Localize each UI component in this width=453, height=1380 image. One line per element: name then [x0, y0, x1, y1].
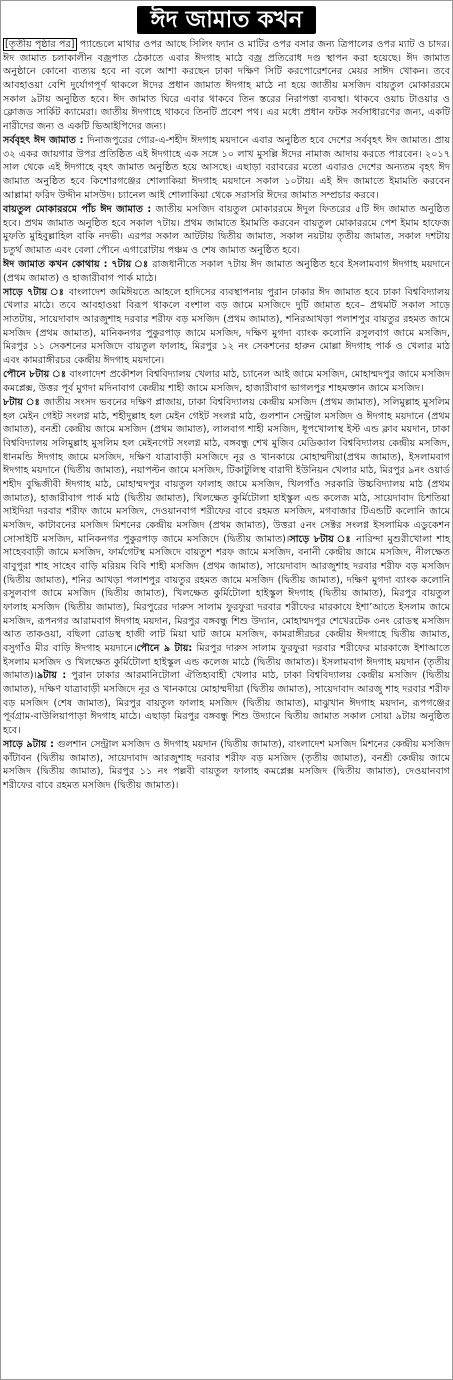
headline-wrap: [3, 6, 450, 34]
section-text: জাতীয় সংসদ ভবনের দক্ষিণ প্লাজায়, ঢাকা বিশ্ববিদ্যালয় কেন্দ্রীয় মসজিদ (প্রথম জামাত), সলিমুল্লাহ মুসলিম হল মেইন গেইট সংলগ্ন মাঠ, শহীদুল্লাহ হল মেইন গেইট সংলগ্ন মাঠ, গুলশান সেন্ট্রাল মসজিদ ও ঈদগাহ ময়দানে (প্রথম জামাত), বনশ্রী কেন্দ্রীয় জামে মসজিদ (প্রথম জামাত), লালবাগ শাহী মসজিদ, ধূপখোলাস্থ ইস্ট এন্ড ক্লাব ময়দান, ঢাকা বিশ্ববিদ্যালয় সলিমুল্লাহ মুসলিম হল মেইনগেট সংলগ্ন মাঠ, বঙ্গবন্ধু শেখ মুজিব মেডিক্যাল বিশ্ববিদ্যালয় কেন্দ্রীয় মসজিদ, ধানমন্ডি ঈদগাহ জামে মসজিদ, দক্ষিণ যাত্রাবাড়ী মসজিদে নূর ও খানকায়ে মোহাম্মদীয়া(প্রথম জামাত), ইসলামবাগ ঈদগাহ ময়দানে (দ্বিতীয় জামাত), নয়াপল্টন জামে মসজিদ, টিকাটুলিস্থ বারাদী ইউনিয়ন খেলার মাঠ, মিরপুর ৯নং ওয়ার্ড শহীদ বুদ্ধিজীবী ঈদগাহ মাঠ, মোহাম্মদপুর বায়তুল ফালাহ জামে মসজিদ, খিলগাঁও সরকারি উচ্চবিদ্যালয় মাঠ (প্রথম জামাত), হাজারীবাগ পার্ক মাঠ (দ্বিতীয় জামাত), খিলক্ষেত কুর্মিটোলা হাইস্কুল এন্ড কলেজ মাঠ, সায়েদাবাদ চিশতিয়া সাইদিয়া দরবার শরীফ জামে মসজিদ, দেওয়ানবাগ শরীফের বাবে রহমত মসজিদ, মগবাজার টিএন্ডটি কলোনি জামে মসজিদ, কাটাবনের মসজিদ মিশনের কেন্দ্রীয় মসজিদ (প্রথম জামাত), উত্তরা ৫নং সেক্টর সংলগ্ন ইসলামিক এডুকেশন সোসাইটি মসজিদ, মানিকনগর পুকুরপাড় জামে মসজিদে (দ্বিতীয় জামাত)।: [3, 397, 450, 545]
section-lead: ৯টায় :: [36, 670, 67, 682]
section-7am: [3, 258, 450, 285]
section-lead: পৌনে ৯ টায়:: [136, 642, 193, 654]
section-text: নারিন্দা মুশুরীখোলা শাহ সাহেববাড়ী জামে মসজিদ, ফার্মগেটস্থ মসজিদে বায়তুশ শরফ জামে মসজিদ, বনানী কেন্দ্রীয় জামে মসজিদ, নীলক্ষেত বাবুপুরা শাহ সাহেব বাড়ি মরিয়ম বিবি শাহী মসজিদ (প্রথম জামাত), সায়েদাবাদ আরজুশাহ দরবার শরীফ বড় মসজিদ (দ্বিতীয় জামাত), শনির আখড়া পলাশপুর বায়তুর রহমত জামে মসজিদ (দ্বিতীয় জামাত), দক্ষিণ মুগদা ব্যাংক কলোনি রসুলবাগ জামে মসজিদ (দ্বিতীয় জামাত), খিলক্ষেত কুর্মিটোলা হাইস্কুল ঈদগাহ (দ্বিতীয় জামাত), মিরপুর বায়তুল ফালাহ মসজিদ (দ্বিতীয় জামাত), মিরপুরের দারুস সালাম ফুরফুরা দরবার শরীফের মারকাযে ইশা’আতে ইসলাম জামে মসজিদ, রূপনগর আরামবাগ ঈদগাহ ময়দান, মিরপুর বঙ্গবন্ধু শিশু উদ্যান, মোহাম্মদপুর শেখেরটেক ৩নং রোডস্থ মসজিদ আত তাকওয়া, বছিলা রোডস্থ হাজী লাট মিয়া ঘাট জামে মসজিদ, কামরাঙ্গীরচর কেন্দ্রীয় ঈদগাহে দ্বিতীয় জামাত, বসুগাঁও মীর বাড়ি ঈদগাহ ময়দানে।: [3, 533, 451, 654]
section-largest-jamaat: [3, 134, 450, 202]
section-baitul-mukarram: [3, 203, 450, 258]
intro-text: প্যান্ডেলে মাথার ওপর আছে সিলিং ফ্যান ও মাটির ওপর বসার জন্য ত্রিপালের ওপর ম্যাট ও চাদর। ঈদ জামাত চলাকালীন বজ্রপাত ঠেকাতে এবার ঈদগাহ মাঠে বজ্র প্রতিরোধ দণ্ড স্থাপন করা হয়েছে। ঈদ জামাত অনুষ্ঠানে কোনো ব্যত্যয় হবে না বলে আশা করছেন ঢাকা দক্ষিণ সিটি করপোরেশনের মেয়র সাঈদ খোকন। তবে আবহাওয়া বেশি দুর্যোগপূর্ণ থাকলে ঈদের প্রধান জামাত ঈদগাহ মাঠে না হয়ে জাতীয় মসজিদ বায়তুল মোকাররমে সকাল ৯টায় অনুষ্ঠিত হবে। ঈদ জামাত ঘিরে এবার থাকবে তিন স্তরের নিরাপত্তা ব্যবস্থা। থাকবে ওয়াচ টাওয়ার ও ক্লোজড সার্কিট ক্যামেরা। জাতীয় ঈদগাহে থাকবে তিনটি প্রবেশ পথ। এর মধ্যে প্রধান ফটক সর্বসাধারণের জন্য, একটি নারীদের জন্য ও একটি ভিআইপিদের জন্য।: [3, 39, 451, 132]
section-lead: ঈদ জামাত কখন কোথায় : ৭টায় ঃ: [3, 259, 149, 270]
section-text: দিনাজপুরের গোর-এ-শহীদ ঈদগাহ ময়দানে এবার অনুষ্ঠিত হবে দেশের সর্ববৃহৎ ঈদ জামাত। প্রায় ৩২ একর জায়গার উপর প্রতিষ্ঠিত এই ঈদগাহে এক সঙ্গে ১০ লাখ মুসল্লি ঈদের নামাজ আদায় করতে পারবেন। ২০১৭ সাল থেকে এই ঈদগাহে বৃহৎ জামাত অনুষ্ঠিত হয়ে আসছে। এছাড়া বরাবরের মতো এবারও দেশের অন্যতম বৃহৎ ঈদ জামাত অনুষ্ঠিত হবে কিশোরগঞ্জের শোলাকিয়া ঈদগাহ ময়দানে সকাল ১০টায়। এই ঈদ জামাতে ইমামতি করবেন আল্লামা ফরিদ উদ্দীন মাসউদ। চ্যানেল আই শোলাকিয়া থেকে সরাসরি ঈদের জামাত সম্প্রচার করবে।: [3, 135, 450, 201]
section-text: বাংলাদেশ জমিঈয়তে আহলে হাদিসের ব্যবস্থাপনায় পুরান ঢাকার ঈদ জামাত হবে ঢাকা বিশ্ববিদ্যালয় খেলার মাঠে। তবে আবহাওয়া বিরূপ থাকলে বংশাল বড় জামে মসজিদে দুটি জামাত হবে– প্রথমটি সকাল সাড়ে সাতটায়, সায়েদাবাদ আরজুশাহ দরবার শরীফ বড় মসজিদ (প্রথম জামাত), শনিরআখড়া পলাশপুর বায়তুর রহমত জামে মসজিদ (প্রথম জামাত), মানিকনগর পুকুরপাড় জামে মসজিদ, দক্ষিণ মুগদা ব্যাংক কলোনি রসুলবাগ জামে মসজিদ, মিরপুর ১১ সেকশনের মসজিদে বায়তুল ফালাহ, মিরপুর ১২ নং সেকশনের হারুন মোল্লা ঈদগাহ পার্ক ও খেলার মাঠ এবং কামরাঙ্গীরচর কেন্দ্রীয় ঈদগাহ ময়দানে।: [3, 286, 450, 367]
section-9-30am: [3, 738, 450, 793]
section-lead: ৮টায় ঃ: [3, 397, 41, 409]
section-7-45am: [3, 368, 450, 395]
section-text: জাতীয় মসজিদ বায়তুল মোকাররমে ঈদুল ফিতরের ৫টি ঈদ জামাত অনুষ্ঠিত হবে। প্রথম জামাত অনুষ্ঠিত হবে সকাল ৭টায়। প্রথম জামাতে ইমামতি করবেন বায়তুল মোকাররমে পেশ ইমাম হাফেজ মুফতি মুহিবুল্লাহিল বাকি নদভী। এরপর সকাল আটটায় দ্বিতীয় জামাত, সকাল নয়টায় তৃতীয় জামাত, সকাল দশটায় চতুর্থ জামাত এবং বেলা পৌনে এগারোটায় পঞ্চম ও শেষ জামাত অনুষ্ঠিত হবে।: [3, 203, 450, 256]
section-lead: বায়তুল মোকাররমে পাঁচ ঈদ জামাত :: [3, 203, 152, 215]
section-text: রাজধানীতে সকাল ৭টায় ঈদ জামাত অনুষ্ঠিত হবে ইসলামবাগ ঈদগাহ ময়দানে (প্রথম জামাত) ও হাজারীবাগ পার্ক মাঠে।: [3, 259, 451, 284]
section-lead: সর্ববৃহৎ ঈদ জামাত :: [3, 135, 84, 147]
article-body: [3, 38, 450, 793]
section-text: পুরান ঢাকার আরমানিটোলা ঐতিহ্যবাহী খেলার মাঠ, ঢাকা বিশ্ববিদ্যালয় কেন্দ্রীয় মসজিদ (দ্বিতীয় জামাত), দক্ষিণ যাত্রাবাড়ী মসজিদে নূর ও খানকায়ে মোহাম্মদীয়া (দ্বিতীয় জামাত), সায়েদাবাদ আরজু শাহ দরবার শরীফ বড় মসজিদ (শেষ জামাত), মিরপুর বায়তুল ফালাহ মসজিদ (দ্বিতীয় জামাত), মাঝুখান ঈদগাহ ময়দান, রূপগঞ্জের পূর্বগ্রাম-বাউলিয়াপাড়া ঈদগাহ মাঠে। এছাড়া মিরপুর বঙ্গবন্ধু শিশু উদ্যানে দ্বিতীয় জামাত সকাল সোয়া ৯টায় অনুষ্ঠিত হবে।: [3, 670, 450, 736]
section-text: বাংলাদেশ প্রকৌশল বিশ্ববিদ্যালয় খেলার মাঠ, চ্যানেল আই জামে মসজিদ, মোহাম্মদপুর জামে মসজিদ কমপ্লেক্স, উত্তর পূর্ব মুগদা মদিনাবাগ কেন্দ্রীয় শাহী জামে মসজিদ, হাজারীবাগ ভাগলপুর শাহমক্তান জামে মসজিদ।: [3, 369, 451, 394]
section-7-30am: [3, 286, 450, 368]
headline: ঈদ জামাত কখন: [137, 6, 317, 34]
section-lead: সাড়ে ৮টায় ঃ: [289, 533, 352, 545]
section-text: গুলশান সেন্ট্রাল মসজিদ ও ঈদগাহ ময়দান (দ্বিতীয় জামাত), বাংলাদেশ মসজিদ মিশনের কেন্দ্রীয় মসজিদ কাঁটাবন (দ্বিতীয় জামাত), সায়েদাবাদ আরজুশাহ দরবার শরীফ বড় মসজিদ (তৃতীয় জামাত), বনশ্রী কেন্দ্রীয় জামে মসজিদ (দ্বিতীয় জামাত), মিরপুর ১১ নং পল্লবী বায়তুল ফালাহ কমপ্লেক্স মসজিদ (দ্বিতীয় জামাত), দেওয়ানবাগ শরীফের বাবে রহমত মসজিদ (দ্বিতীয় জামাত)।: [3, 738, 450, 791]
section-8am: [3, 396, 450, 737]
section-lead: সাড়ে ৭টায় ঃ: [3, 286, 65, 298]
intro-paragraph: [3, 38, 450, 134]
section-lead: সাড়ে ৯টায় :: [3, 738, 54, 750]
section-lead: পৌনে ৮টায় ঃ: [3, 369, 67, 381]
section-text: মিরপুর দারুস সালাম ফুরফুরা দরবার শরীফের মারকাজে ইশাআতে ইসলাম মসজিদ ও খিলক্ষেত কুর্মিটোলা হাইস্কুল এন্ড কলেজ মাঠে (দ্বিতীয় জামাত)। ইসলামবাগ ঈদগাহ ময়দান (তৃতীয় জামাত)।: [3, 642, 450, 682]
continuation-tag: [তৃতীয় পৃষ্ঠার পর]: [5, 39, 75, 50]
